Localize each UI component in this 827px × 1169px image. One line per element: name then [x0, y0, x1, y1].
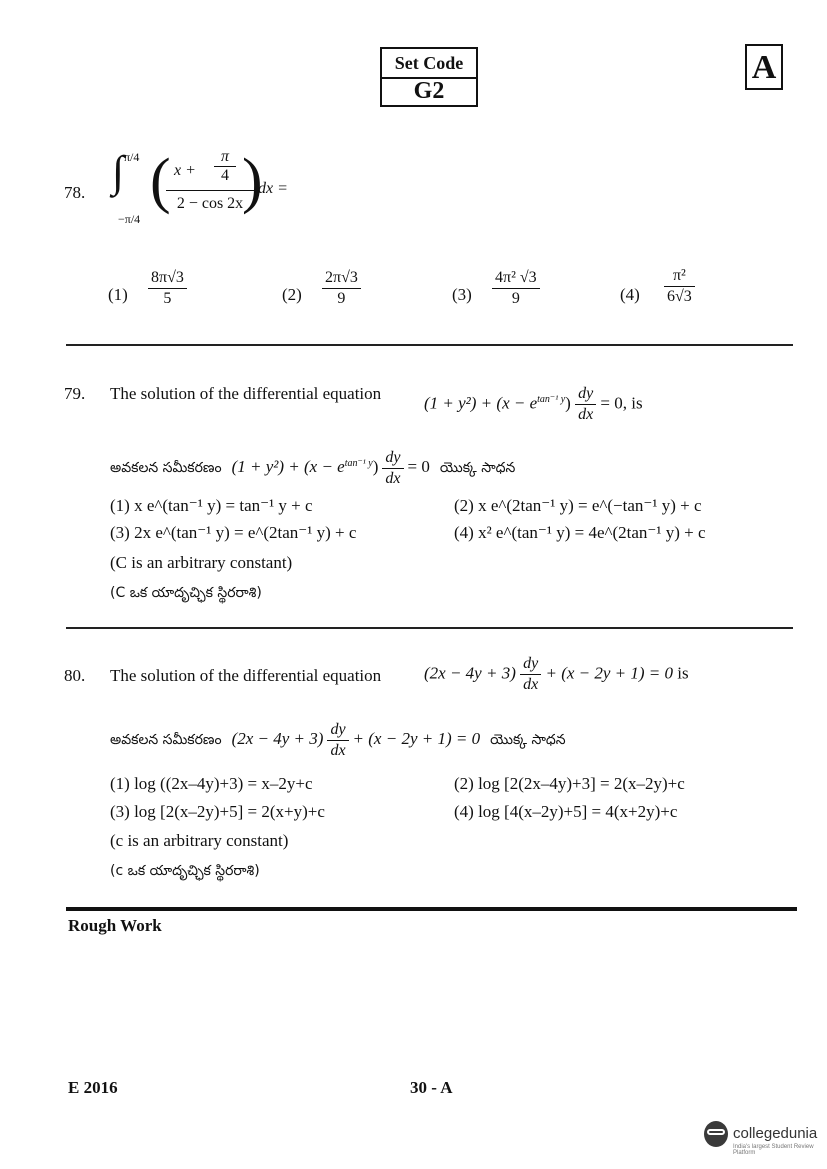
collegedunia-logo-icon: [704, 1121, 728, 1147]
q78-option-2-num: 2π√3: [322, 268, 361, 289]
q78-upper-limit: π/4: [124, 150, 140, 164]
q79-option-2: (2) x e^(2tan⁻¹ y) = e^(−tan⁻¹ y) + c: [454, 496, 702, 515]
q80-number: 80.: [64, 666, 86, 685]
q78-option-4-label: (4): [620, 285, 640, 304]
q79-telugu-dydx: [382, 448, 403, 489]
q78-option-1-num: 8π√3: [148, 268, 187, 289]
q80-equation: [424, 654, 689, 695]
q79-note-en: (C is an arbitrary constant): [110, 553, 293, 572]
q80-option-3: (3) log [2(x–2y)+5] = 2(x+y)+c: [110, 802, 325, 821]
q80-telugu-dx: dx: [330, 742, 346, 759]
q78-option-1-den: 5: [163, 290, 172, 307]
q79-telugu-eq-a: (1 + y²) + (x − e: [231, 457, 345, 477]
q79-telugu-suffix: యొక్క సాధన: [439, 460, 516, 477]
q78-num-pi: π: [214, 148, 236, 167]
q78-option-2-label: (2): [282, 285, 302, 304]
q79-option-1: (1) x e^(tan⁻¹ y) = tan⁻¹ y + c: [110, 496, 313, 515]
q80-dy: dy: [520, 654, 541, 675]
set-code-box: [380, 47, 478, 107]
q79-telugu-eq-tail: = 0: [407, 457, 430, 477]
q79-dydx: [575, 384, 596, 425]
q80-telugu-suffix: యొక్క సాధన: [490, 732, 566, 749]
watermark-tagline: India's largest Student Review Platform: [733, 1144, 814, 1156]
divider-1: [66, 344, 793, 346]
q79-eq-tail: = 0, is: [600, 393, 643, 413]
q80-telugu-prefix: అవకలన సమీకరణం: [110, 732, 222, 749]
q78-lower-limit: −π/4: [118, 212, 141, 226]
rough-work-divider: [66, 907, 797, 911]
q80-eq-a: (2x − 4y + 3): [424, 663, 516, 683]
q78-option-3-num: 4π² √3: [492, 268, 540, 289]
q78-option-1: [148, 268, 187, 309]
rough-work-label: Rough Work: [68, 916, 162, 935]
set-letter: A: [745, 44, 783, 90]
divider-2: [66, 627, 793, 629]
q78-number: 78.: [64, 183, 86, 202]
q80-eq-b: + (x − 2y + 1) = 0: [545, 663, 674, 683]
set-code-value: G2: [413, 78, 445, 104]
q79-telugu-eq-exp: tan⁻¹ y: [344, 457, 373, 469]
q78-dx: dx =: [258, 180, 288, 197]
q78-option-4-num: π²: [664, 266, 695, 287]
q78-option-4-den: 6√3: [667, 288, 692, 305]
q78-integrand: [166, 148, 254, 217]
q79-number: 79.: [64, 384, 86, 403]
q79-eq-b: ): [565, 393, 571, 413]
q78-option-4: [664, 266, 695, 307]
q79-telugu-dy: dy: [382, 448, 403, 469]
q79-telugu-line: [110, 448, 515, 489]
q78-num-x: x +: [174, 162, 196, 179]
footer-left: E 2016: [68, 1078, 118, 1097]
q80-dydx: [520, 654, 541, 695]
q78-option-1-label: (1): [108, 285, 128, 304]
q79-dx: dx: [578, 406, 594, 423]
q79-equation: [424, 384, 643, 425]
q80-eq-is: is: [677, 663, 689, 683]
q79-option-4: (4) x² e^(tan⁻¹ y) = 4e^(2tan⁻¹ y) + c: [454, 523, 706, 542]
q80-option-4: (4) log [4(x–2y)+5] = 4(x+2y)+c: [454, 802, 678, 821]
q79-note-te: (C ఒక యాదృచ్ఛిక స్థిరరాశి): [110, 585, 262, 601]
q79-question: The solution of the differential equation: [110, 384, 382, 403]
q79-dy: dy: [575, 384, 596, 405]
watermark-brand: collegedunia: [733, 1125, 818, 1142]
q80-telugu-dydx: [327, 720, 348, 761]
integral-sign: ∫: [112, 147, 125, 196]
q80-dx: dx: [523, 676, 539, 693]
q78-right-paren: ): [242, 147, 263, 215]
q80-note-en: (c is an arbitrary constant): [110, 831, 289, 850]
q78-option-3-den: 9: [511, 290, 520, 307]
q78-denominator: 2 − cos 2x: [176, 195, 244, 212]
q79-eq-exp: tan⁻¹ y: [537, 393, 566, 405]
q80-note-te: (c ఒక యాదృచ్ఛిక స్థిరరాశి): [110, 863, 260, 879]
q80-telugu-dy: dy: [327, 720, 348, 741]
q79-telugu-eq-b: ): [372, 457, 379, 477]
q80-telugu-eq-a: (2x − 4y + 3): [231, 729, 324, 749]
q80-question: The solution of the differential equation: [110, 666, 382, 685]
footer-page: 30 - A: [410, 1078, 453, 1097]
q79-option-3: (3) 2x e^(tan⁻¹ y) = e^(2tan⁻¹ y) + c: [110, 523, 357, 542]
q79-telugu-dx: dx: [385, 470, 401, 487]
q80-telugu-line: [110, 720, 566, 761]
q78-option-2-den: 9: [337, 290, 346, 307]
q80-option-2: (2) log [2(2x–4y)+3] = 2(x–2y)+c: [454, 774, 685, 793]
set-code-label: Set Code: [382, 49, 476, 79]
q78-option-3-label: (3): [452, 285, 472, 304]
q79-eq-a: (1 + y²) + (x − e: [424, 393, 538, 413]
q79-telugu-prefix: అవకలన సమీకరణం: [110, 460, 222, 477]
q80-option-1: (1) log ((2x–4y)+3) = x–2y+c: [110, 774, 313, 793]
q78-left-paren: (: [150, 147, 171, 215]
q78-num-4: 4: [221, 167, 229, 184]
q78-option-2: [322, 268, 361, 309]
q80-telugu-eq-b: + (x − 2y + 1) = 0: [352, 729, 481, 749]
q78-option-3: [492, 268, 540, 309]
